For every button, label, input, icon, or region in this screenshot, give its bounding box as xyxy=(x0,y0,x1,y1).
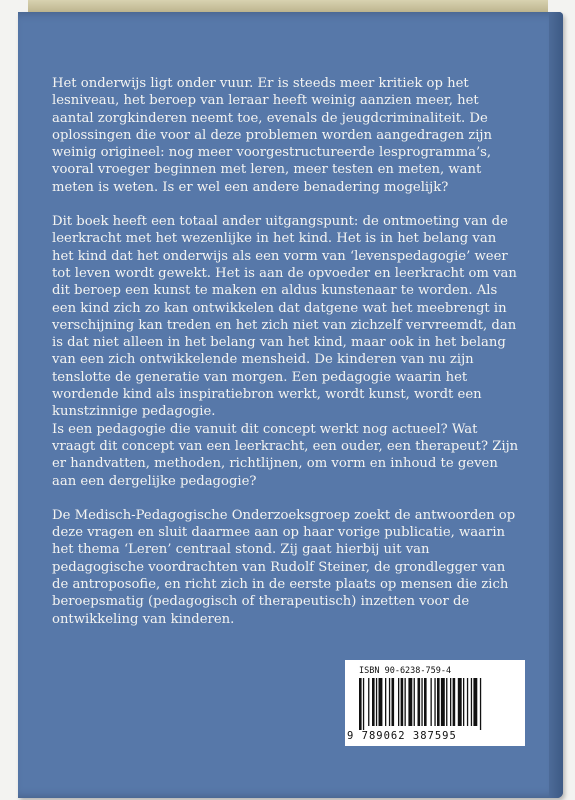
barcode-bar xyxy=(431,678,432,726)
barcode-bar xyxy=(392,678,395,726)
barcode-bar xyxy=(441,678,445,726)
barcode-bar xyxy=(480,678,481,730)
blurb-paragraph-2: Dit boek heeft een totaal ander uitgangspunt: de ontmoeting van de leerkracht met het wezenlijke in het kind. Het is in het belang van het kind dat het onderwijs als een vorm van ‘levenspedagogie’ weer tot leven wordt gewekt. Het is aan de opvoeder en leerkracht om van dit beroep een kunst te maken en aldus kunstenaar te worden. Als een kind zich zo kan ontwikkelen dat datgene wat het meebrengt in verschijning kan treden en het zich niet van zichzelf vervreemdt, dan is dat niet alleen in het belang van het kind, maar ook in het belang van een zich ontwikkelende mensheid. De kinderen van nu zijn tenslotte de generatie van morgen. Een pedagogie waarin het wordende kind als inspiratiebron werkt, wordt kunst, wordt een kunstzinnige pedagogie. xyxy=(52,214,517,420)
barcode-bar xyxy=(389,678,390,726)
blurb-paragraph-1: Het onderwijs ligt onder vuur. Er is steeds meer kritiek op het lesniveau, het beroep van leraar heeft weinig aanzien meer, het aantal zorgkinderen neemt toe, evenals de jeugdcriminaliteit. De oplossingen die voor al deze problemen worden aangedragen zijn weinig origineel: nog meer voorgestructureerde lesprogramma’s, vooral vroeger beginnen met leren, meer testen en meten, want meten is weten. Is er wel een andere benadering mogelijk? xyxy=(52,76,493,195)
barcode-bar xyxy=(363,678,364,730)
barcode-icon xyxy=(359,678,514,730)
barcode-bar xyxy=(376,678,377,726)
barcode-bar xyxy=(405,678,406,726)
barcode-bar xyxy=(359,678,362,730)
barcode-bar xyxy=(467,678,468,726)
barcode-bar xyxy=(421,678,422,726)
barcode-bar xyxy=(453,678,456,726)
barcode-label xyxy=(345,660,525,746)
blurb-text xyxy=(52,75,522,645)
barcode-bar xyxy=(450,678,451,726)
barcode-bar xyxy=(385,678,386,726)
barcode-bar xyxy=(424,678,427,726)
barcode-bar xyxy=(379,678,383,726)
barcode-bar xyxy=(473,678,477,726)
barcode-bar xyxy=(398,678,399,726)
barcode-bar xyxy=(434,678,435,726)
barcode-bar xyxy=(446,678,447,726)
barcode-bar xyxy=(368,678,369,726)
barcode-bar xyxy=(414,678,415,726)
barcode-bar xyxy=(458,678,462,726)
barcode-bar xyxy=(418,678,421,726)
barcode-number: 9 789062 387595 xyxy=(347,730,457,742)
book-spine xyxy=(549,12,563,798)
barcode-bar xyxy=(471,678,472,726)
barcode-bar xyxy=(463,678,464,726)
blurb-paragraph-4: De Medisch-Pedagogische Onderzoeksgroep zoekt de antwoorden op deze vragen en sluit daarmee aan op haar vorige publicatie, waarin het thema ‘Leren’ centraal stond. Zij gaat hierbij uit van pedagogische voordrachten van Rudolf Steiner, de grondlegger van de antroposofie, en richt zich in de eerste plaats op mensen die zich beroepsmatig (pedagogisch of therapeutisch) inzetten voor de ontwikkeling van kinderen. xyxy=(52,507,516,627)
blurb-paragraph-3: Is een pedagogie die vanuit dit concept werkt nog actueel? Wat vraagt dit concept van een leerkracht, een ouder, een therapeut? Zijn er handvatten, methoden, richtlijnen, om vorm en inhoud te geven aan een dergelijke pedagogie? xyxy=(52,421,519,489)
barcode-bar xyxy=(437,678,440,726)
barcode-bar xyxy=(401,678,404,726)
isbn-text: ISBN 90-6238-759-4 xyxy=(359,666,452,676)
barcode-bar xyxy=(408,678,412,726)
barcode-bar xyxy=(372,678,375,726)
